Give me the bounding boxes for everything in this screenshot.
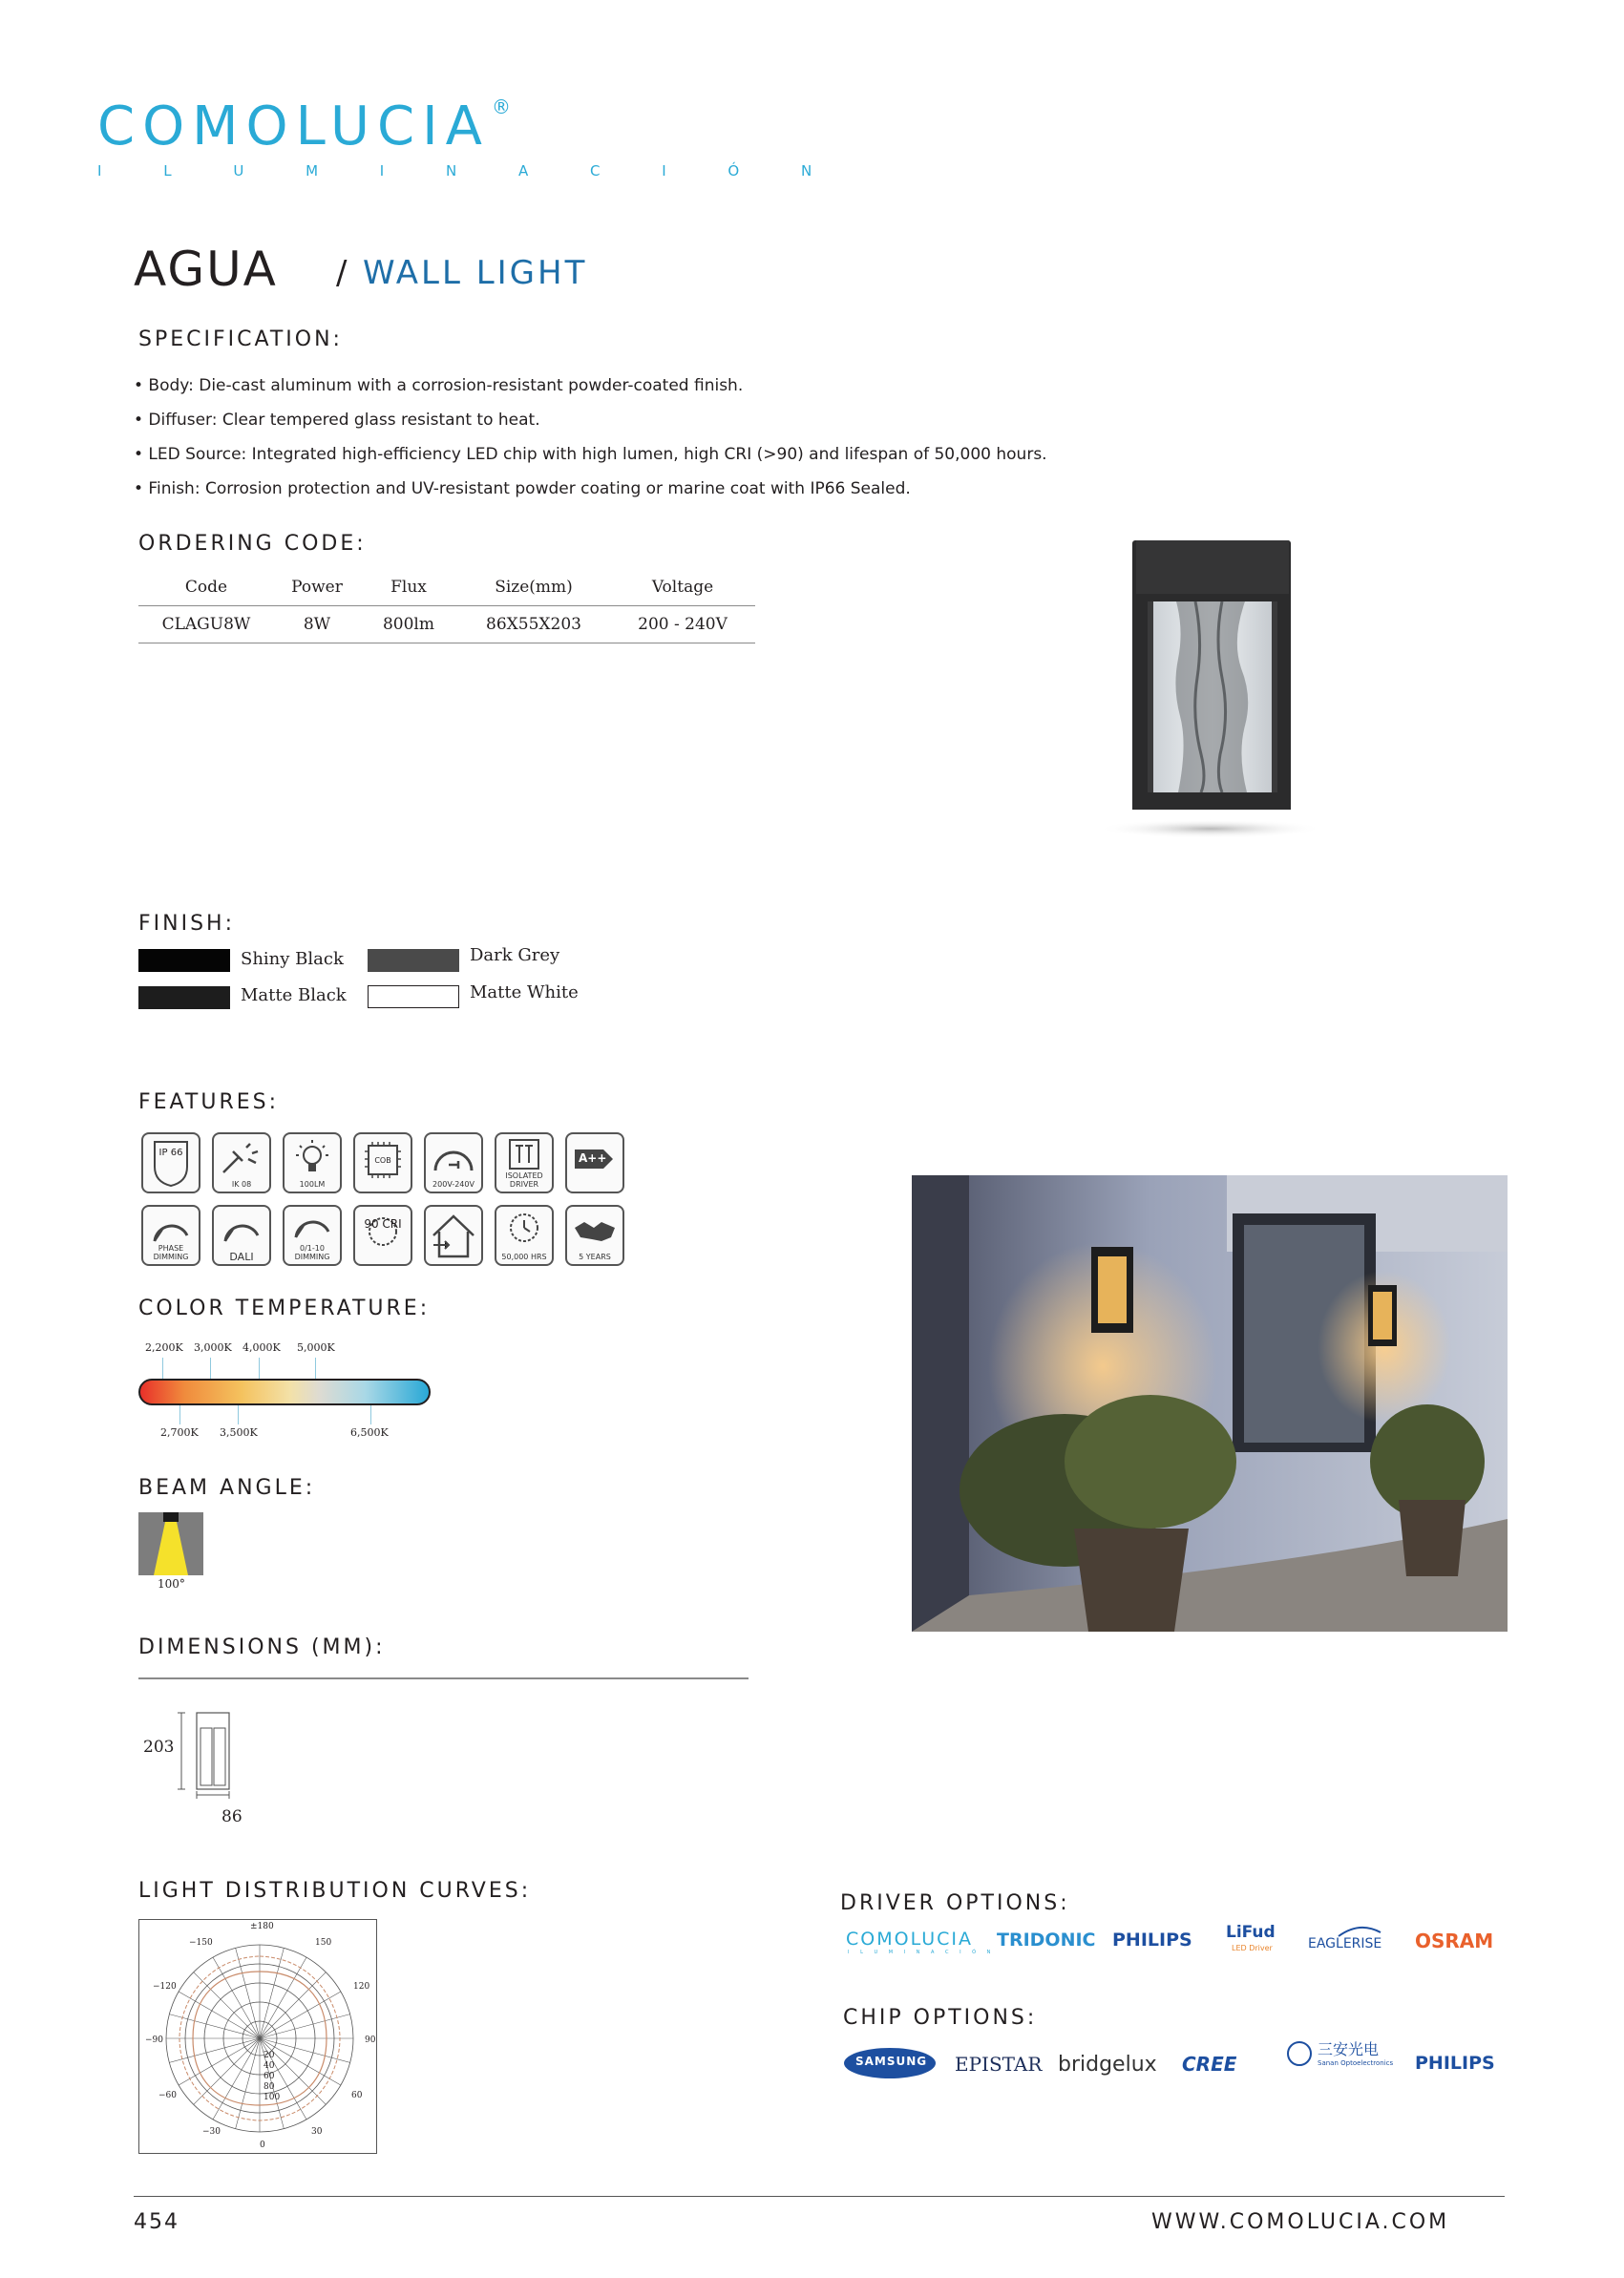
- dali-icon: [212, 1205, 271, 1266]
- voltage-label: 200V-240V: [432, 1180, 475, 1189]
- col-power: Power: [274, 569, 360, 606]
- brand-sanan: 三安光电: [1318, 2040, 1380, 2058]
- brand-samsung: SAMSUNG: [855, 2055, 928, 2068]
- brand-philips-driver: PHILIPS: [1112, 1930, 1192, 1951]
- brand-comolucia: COMOLUCIA: [846, 1929, 973, 1950]
- cob-label: COB: [374, 1156, 391, 1165]
- brand-tridonic: TRIDONIC: [997, 1930, 1096, 1951]
- ct-label-6500: 6,500K: [350, 1426, 389, 1439]
- spec-item-finish: • Finish: Corrosion protection and UV-resistant powder coating or marine coat with IP66 Sealed.: [134, 479, 911, 498]
- product-name: [134, 242, 278, 297]
- brand-sanan-sub: Sanan Optoelectronics: [1318, 2059, 1394, 2067]
- polar-spoke: [169, 2014, 260, 2038]
- swatch-matte-white: [368, 985, 459, 1008]
- specification-list: [134, 369, 1047, 506]
- footer-divider: [134, 2196, 1505, 2197]
- bulb-icon: [283, 1132, 342, 1193]
- cell-voltage: 200 - 240V: [610, 606, 755, 643]
- energy-class-label: A++: [579, 1151, 607, 1165]
- specification-heading: SPECIFICATION:: [138, 327, 343, 351]
- ct-tick: [238, 1405, 239, 1424]
- chip-options-heading: CHIP OPTIONS:: [843, 2006, 1038, 2030]
- polar-label-90: 90: [365, 2035, 376, 2045]
- installation-photo: [912, 1175, 1508, 1632]
- radial-label: 80: [264, 2082, 275, 2092]
- brand-lifud: LiFud: [1226, 1923, 1276, 1942]
- brand-cree: CREE: [1182, 2053, 1237, 2076]
- warranty-label: 5 YEARS: [579, 1253, 611, 1261]
- dali-label: DALI: [229, 1251, 254, 1263]
- brand-bridgelux: bridgelux: [1058, 2053, 1157, 2077]
- driver-options-heading: DRIVER OPTIONS:: [840, 1891, 1070, 1915]
- beam-angle-heading: BEAM ANGLE:: [138, 1476, 316, 1500]
- brand-philips-chip: PHILIPS: [1415, 2053, 1495, 2074]
- ct-tick: [179, 1405, 180, 1424]
- ik08-label: IK 08: [231, 1180, 252, 1189]
- cell-power: 8W: [274, 606, 360, 643]
- polar-radial-labels: [264, 2051, 280, 2103]
- brand-tagline: I L U M I N A C I Ó N: [97, 162, 841, 179]
- cri-icon: [353, 1205, 412, 1266]
- finish-label-dark-grey: Dark Grey: [470, 945, 560, 965]
- dimension-width: 86: [221, 1807, 243, 1826]
- ct-label-4000: 4,000K: [243, 1341, 281, 1354]
- polar-spoke: [236, 2038, 260, 2129]
- polar-label-180: ±180: [250, 1922, 274, 1931]
- cell-size: 86X55X203: [457, 606, 610, 643]
- phase-dimming-icon: [141, 1205, 200, 1266]
- color-temperature-bar: [138, 1379, 431, 1405]
- swatch-matte-black: [138, 986, 230, 1009]
- radial-label: 60: [264, 2072, 275, 2081]
- polar-label-m90: −90: [145, 2035, 163, 2045]
- ct-label-3000: 3,000K: [194, 1341, 232, 1354]
- cell-flux: 800lm: [360, 606, 457, 643]
- cri-label: 90 CRI: [364, 1217, 402, 1231]
- polar-spoke: [179, 1992, 260, 2038]
- ct-label-2700: 2,700K: [160, 1426, 199, 1439]
- color-temperature-heading: COLOR TEMPERATURE:: [138, 1297, 431, 1320]
- finish-heading: FINISH:: [138, 912, 236, 936]
- col-size: Size(mm): [457, 569, 610, 606]
- polar-spoke: [260, 1992, 341, 2038]
- product-category: WALL LIGHT: [363, 254, 588, 292]
- handshake-icon: [565, 1205, 624, 1266]
- polar-spoke: [260, 1972, 326, 2038]
- col-flux: Flux: [360, 569, 457, 606]
- dimensions-heading: DIMENSIONS (MM):: [138, 1635, 386, 1659]
- ct-tick: [315, 1358, 316, 1379]
- polar-spoke: [236, 1948, 260, 2038]
- polar-spoke: [213, 2038, 260, 2120]
- polar-spoke: [213, 1957, 260, 2038]
- driver-icon: [495, 1132, 554, 1193]
- energy-class-icon: [565, 1132, 624, 1193]
- radial-label: 100: [264, 2093, 281, 2102]
- ordering-heading: ORDERING CODE:: [138, 532, 367, 556]
- ordering-table: [138, 569, 755, 643]
- ct-tick: [259, 1358, 260, 1379]
- table-row: [138, 606, 755, 643]
- ct-label-2200: 2,200K: [145, 1341, 183, 1354]
- polar-spoke: [260, 1957, 306, 2038]
- radial-label: 20: [264, 2051, 275, 2060]
- col-voltage: Voltage: [610, 569, 755, 606]
- brand-osram: OSRAM: [1415, 1930, 1494, 1952]
- lumen-label: 100LM: [299, 1180, 326, 1189]
- ct-tick: [210, 1358, 211, 1379]
- clock-icon: [495, 1205, 554, 1266]
- light-distribution-heading: LIGHT DISTRIBUTION CURVES:: [138, 1879, 532, 1903]
- polar-spoke: [194, 2038, 260, 2104]
- polar-label-150: 150: [315, 1938, 332, 1948]
- polar-label-0: 0: [260, 2141, 265, 2150]
- brand-comolucia-sub: I L U M I N A C I Ó N: [848, 1950, 996, 1955]
- polar-label-120: 120: [353, 1982, 370, 1992]
- swatch-shiny-black: [138, 949, 230, 972]
- product-image: [1088, 535, 1337, 850]
- ip66-label: IP 66: [158, 1148, 183, 1158]
- spec-item-body: • Body: Die-cast aluminum with a corrosion-resistant powder-coated finish.: [134, 376, 744, 395]
- beam-angle-icon: [138, 1512, 203, 1575]
- polar-label-m150: −150: [189, 1938, 213, 1948]
- col-code: Code: [138, 569, 274, 606]
- brand-eaglerise: EAGLERISE: [1308, 1936, 1382, 1951]
- dimension-drawing: [178, 1711, 254, 1806]
- ip66-icon: [141, 1132, 200, 1193]
- ct-label-5000: 5,000K: [297, 1341, 335, 1354]
- dimming-010-label: 0/1-10 DIMMING: [294, 1244, 330, 1261]
- ct-label-3500: 3,500K: [220, 1426, 258, 1439]
- polar-label-m30: −30: [202, 2127, 221, 2137]
- dimming-010-icon: [283, 1205, 342, 1266]
- finish-label-matte-black: Matte Black: [241, 985, 347, 1005]
- eaglerise-swoosh-icon: [1337, 1923, 1382, 1938]
- table-header-row: [138, 569, 755, 606]
- brand-logo: COMOLUCIA: [97, 95, 490, 158]
- radial-label: 40: [264, 2061, 275, 2071]
- cell-code: CLAGU8W: [138, 606, 274, 643]
- ct-tick: [162, 1358, 163, 1379]
- beam-angle-value: 100°: [158, 1577, 185, 1591]
- phase-dimming-label: PHASE DIMMING: [153, 1244, 189, 1261]
- spec-item-led-source: • LED Source: Integrated high-efficiency LED chip with high lumen, high CRI (>90) and lifespan of 50,000 hours.: [134, 445, 1047, 464]
- polar-label-m60: −60: [158, 2091, 177, 2100]
- voltage-gauge-icon: [424, 1132, 483, 1193]
- website-link[interactable]: WWW.COMOLUCIA.COM: [1151, 2210, 1450, 2234]
- ct-tick: [370, 1405, 371, 1424]
- isolated-driver-label: ISOLATED DRIVER: [505, 1171, 543, 1189]
- brand-epistar: EPISTAR: [955, 2053, 1043, 2076]
- dimensions-divider: [138, 1677, 749, 1679]
- polar-label-60: 60: [351, 2091, 363, 2100]
- house-icon: [424, 1205, 483, 1266]
- features-heading: FEATURES:: [138, 1090, 280, 1114]
- polar-spoke: [179, 2038, 260, 2085]
- brand-lifud-sub: LED Driver: [1232, 1944, 1273, 1952]
- title-separator: /: [336, 254, 348, 292]
- product-title: AGUA: [134, 242, 278, 297]
- polar-label-30: 30: [311, 2127, 323, 2137]
- polar-spoke: [260, 1948, 284, 2038]
- registered-mark: ®: [492, 95, 511, 118]
- sanan-logo-icon: [1287, 2041, 1312, 2066]
- polar-spoke: [169, 2038, 260, 2062]
- finish-label-matte-white: Matte White: [470, 982, 579, 1002]
- page-number: 454: [134, 2210, 179, 2234]
- dimension-height: 203: [143, 1738, 175, 1757]
- cob-chip-icon: [353, 1132, 412, 1193]
- polar-spoke: [260, 2014, 350, 2038]
- finish-label-shiny-black: Shiny Black: [241, 949, 344, 969]
- polar-spoke: [194, 1972, 260, 2038]
- lifespan-label: 50,000 HRS: [501, 1253, 547, 1261]
- spec-item-diffuser: • Diffuser: Clear tempered glass resistant to heat.: [134, 411, 540, 430]
- polar-label-m120: −120: [153, 1982, 177, 1992]
- polar-chart: [139, 1920, 376, 2153]
- swatch-dark-grey: [368, 949, 459, 972]
- impact-icon: [212, 1132, 271, 1193]
